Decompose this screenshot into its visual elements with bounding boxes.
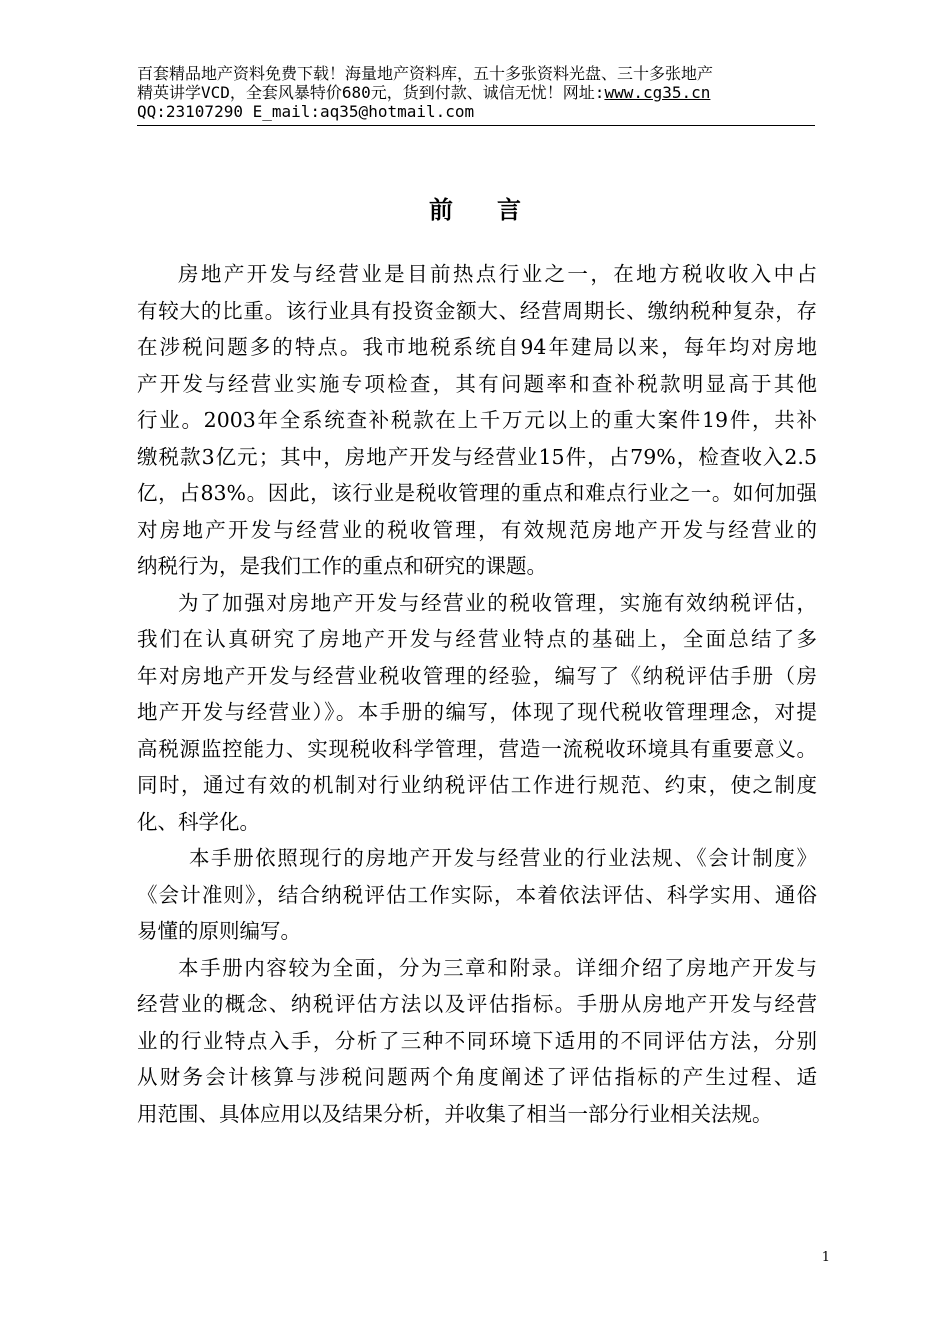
paragraph-line: 从财务会计核算与涉税问题两个角度阐述了评估指标的产生过程、适 <box>137 1065 817 1089</box>
paragraph-line: 为了加强对房地产开发与经营业的税收管理，实施有效纳税评估， <box>178 590 817 615</box>
paragraph-line: 亿，占83%。因此，该行业是税收管理的重点和难点行业之一。如何加强 <box>137 481 817 505</box>
paragraph-line: 行业。2003年全系统查补税款在上千万元以上的重大案件19件，共补 <box>137 408 817 432</box>
header-line-1: 百套精品地产资料免费下载！海量地产资料库，五十多张资料光盘、三十多张地产 <box>137 64 714 83</box>
paragraph-line: 本手册内容较为全面，分为三章和附录。详细介绍了房地产开发与 <box>178 955 817 980</box>
paragraph-line: 本手册依照现行的房地产开发与经营业的行业法规、《会计制度》 <box>189 846 817 870</box>
paragraph-line: 用范围、具体应用以及结果分析，并收集了相当一部分行业相关法规。 <box>137 1101 773 1126</box>
paragraph-line: 年对房地产开发与经营业税收管理的经验，编写了《纳税评估手册（房 <box>137 663 817 688</box>
page-number: 1 <box>821 1250 830 1265</box>
paragraph-line: 业的行业特点入手，分析了三种不同环境下适用的不同评估方法，分别 <box>137 1028 817 1053</box>
paragraph-line: 对房地产开发与经营业的税收管理，有效规范房地产开发与经营业的 <box>137 517 817 542</box>
header-divider <box>137 125 815 126</box>
paragraph-line: 地产开发与经营业）》。本手册的编写，体现了现代税收管理理念，对提 <box>137 700 817 724</box>
paragraph-line: 《会计准则》，结合纳税评估工作实际，本着依法评估、科学实用、通俗 <box>137 882 817 907</box>
paragraph-1 <box>137 256 817 585</box>
page-title: 前言 <box>429 196 565 224</box>
header-line-3: QQ:23107290 E_mail:aq35@hotmail.com <box>137 102 475 121</box>
paragraph-line: 有较大的比重。该行业具有投资金额大、经营周期长、缴纳税种复杂，存 <box>137 298 817 323</box>
header-line-2-text: 精英讲学VCD，全套风暴特价680元，货到付款、诚信无忧！网址: <box>137 83 605 102</box>
paragraph-line: 我们在认真研究了房地产开发与经营业特点的基础上，全面总结了多 <box>137 627 817 651</box>
paragraph-line: 高税源监控能力、实现税收科学管理，营造一流税收环境具有重要意义。 <box>137 736 817 761</box>
paragraph-line: 缴税款3亿元；其中，房地产开发与经营业15件，占79%，检查收入2.5 <box>137 444 817 469</box>
website-link[interactable]: www.cg35.cn <box>604 83 711 102</box>
paragraph-2 <box>137 585 817 841</box>
paragraph-4 <box>137 950 817 1133</box>
paragraph-line: 纳税行为，是我们工作的重点和研究的课题。 <box>137 554 547 578</box>
page-header <box>137 64 815 121</box>
paragraph-line: 同时，通过有效的机制对行业纳税评估工作进行规范、约束，使之制度 <box>137 773 817 797</box>
header-line-2 <box>137 83 815 102</box>
paragraph-line: 经营业的概念、纳税评估方法以及评估指标。手册从房地产开发与经营 <box>137 992 817 1016</box>
paragraph-line: 化、科学化。 <box>137 809 260 834</box>
paragraph-line: 产开发与经营业实施专项检查，其有问题率和查补税款明显高于其他 <box>137 371 817 396</box>
paragraph-line: 房地产开发与经营业是目前热点行业之一，在地方税收收入中占 <box>178 262 817 286</box>
paragraph-3 <box>137 840 817 950</box>
paragraph-line: 在涉税问题多的特点。我市地税系统自94年建局以来，每年均对房地 <box>137 335 817 359</box>
paragraph-line: 易懂的原则编写。 <box>137 919 301 943</box>
body-text <box>137 256 817 1132</box>
